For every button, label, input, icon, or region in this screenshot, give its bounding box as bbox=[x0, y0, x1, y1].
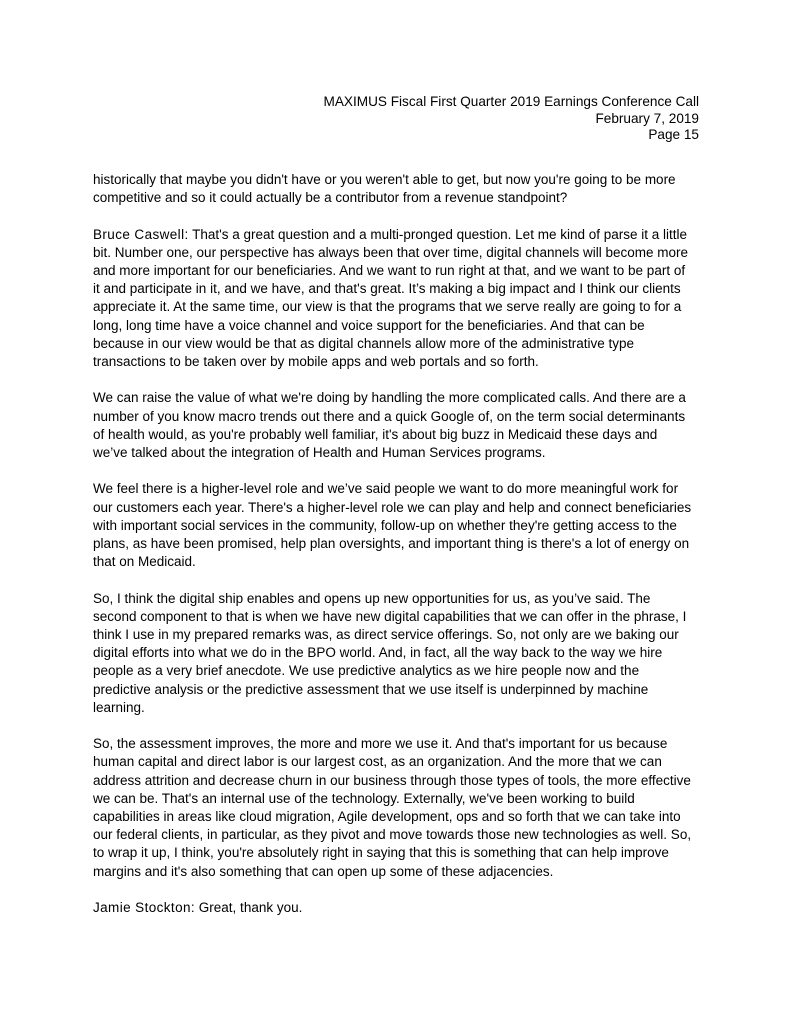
transcript-paragraph bbox=[93, 590, 705, 717]
transcript-line bbox=[93, 772, 705, 790]
speaker-name: Bruce Caswell: bbox=[93, 226, 189, 242]
line-text: plans, as have been promised, help plan oversights, and important thing is there's a lot of energy on bbox=[93, 536, 690, 552]
line-text: human capital and direct labor is our largest cost, as an organization. And the more that we can bbox=[93, 754, 662, 770]
transcript-line bbox=[93, 280, 705, 298]
line-text: number of you know macro trends out there and a quick Google of, on the term social determinants bbox=[93, 408, 686, 424]
line-text: bit. Number one, our perspective has always been that over time, digital channels will become more bbox=[93, 244, 689, 260]
line-text: We can raise the value of what we're doing by handling the more complicated calls. And there are a bbox=[93, 390, 686, 406]
line-text: that on Medicaid. bbox=[93, 554, 196, 570]
line-text: of health would, as you're probably well familiar, it's about big buzz in Medicaid these days and bbox=[93, 426, 658, 442]
transcript-paragraph bbox=[93, 389, 705, 462]
transcript-paragraph bbox=[93, 171, 705, 207]
document-date: February 7, 2019 bbox=[595, 110, 699, 126]
transcript-line bbox=[93, 681, 705, 699]
transcript-line bbox=[93, 262, 705, 280]
line-text: learning. bbox=[93, 699, 145, 715]
transcript-line bbox=[93, 189, 705, 207]
line-text: long, long time have a voice channel and voice support for the beneficiaries. And that can be bbox=[93, 317, 645, 333]
transcript-line bbox=[93, 171, 705, 189]
line-text: transactions to be taken over by mobile apps and web portals and so forth. bbox=[93, 354, 539, 370]
line-text: we can be. That's an internal use of the technology. Externally, we've been working to build bbox=[93, 790, 635, 806]
document-title: MAXIMUS Fiscal First Quarter 2019 Earnings Conference Call bbox=[323, 94, 699, 109]
line-text: capabilities in areas like cloud migration, Agile development, ops and so forth that we can take into bbox=[93, 809, 681, 825]
page-number: Page 15 bbox=[648, 127, 699, 142]
line-text: Great, thank you. bbox=[195, 900, 303, 916]
line-text: So, I think the digital ship enables and opens up new opportunities for us, as you’ve said. The bbox=[93, 590, 651, 606]
line-text: We feel there is a higher-level role and we’ve said people we want to do more meaningful work for bbox=[93, 481, 679, 497]
transcript-paragraph bbox=[93, 480, 705, 571]
transcript-line bbox=[93, 590, 705, 608]
speaker-name: Jamie Stockton: bbox=[93, 900, 196, 916]
transcript-line bbox=[93, 408, 705, 426]
line-text: our federal clients, in particular, as they pivot and move towards those new technologies as well. So, bbox=[93, 827, 692, 843]
page-header bbox=[324, 94, 699, 144]
line-text: think I use in my prepared remarks was, as direct service offerings. So, not only are we baking our bbox=[93, 627, 679, 643]
transcript-line bbox=[93, 553, 705, 571]
transcript-line bbox=[93, 444, 705, 462]
line-text: appreciate it. At the same time, our view is that the programs that we serve really are going to for a bbox=[93, 299, 682, 315]
transcript-line bbox=[93, 899, 705, 917]
transcript-line bbox=[93, 790, 705, 808]
transcript-line bbox=[93, 480, 705, 498]
transcript-line bbox=[93, 863, 705, 881]
transcript-line bbox=[93, 699, 705, 717]
line-text: address attrition and decrease churn in our business through those types of tools, the more effective bbox=[93, 772, 691, 788]
transcript-line bbox=[93, 735, 705, 753]
transcript-line bbox=[93, 662, 705, 680]
transcript-line bbox=[93, 844, 705, 862]
transcript-line bbox=[93, 808, 705, 826]
transcript-line bbox=[93, 753, 705, 771]
transcript-line bbox=[93, 517, 705, 535]
transcript-line bbox=[93, 244, 705, 262]
transcript-line bbox=[93, 353, 705, 371]
line-text: margins and it's also something that can open up some of these adjacencies. bbox=[93, 863, 554, 879]
line-text: That's a great question and a multi-pronged question. Let me kind of parse it a little bbox=[188, 226, 688, 242]
line-text: predictive analysis or the predictive assessment that we use itself is underpinned by machine bbox=[93, 681, 649, 697]
line-text: competitive and so it could actually be a contributor from a revenue standpoint? bbox=[93, 190, 568, 206]
line-text: because in our view would be that as digital channels allow more of the administrative type bbox=[93, 335, 635, 351]
transcript-line bbox=[93, 426, 705, 444]
transcript-line bbox=[93, 826, 705, 844]
line-text: and more important for our beneficiaries. And we want to run right at that, and we want to be part of bbox=[93, 263, 686, 278]
transcript-line bbox=[93, 298, 705, 316]
line-text: second component to that is when we have new digital capabilities that we can offer in the phrase, I bbox=[93, 608, 687, 624]
line-text: historically that maybe you didn't have or you weren't able to get, but now you're going to be more bbox=[93, 172, 676, 187]
transcript-line bbox=[93, 499, 705, 517]
transcript-line bbox=[93, 317, 705, 335]
transcript-line bbox=[93, 389, 705, 407]
transcript-body bbox=[93, 171, 705, 935]
line-text: it and participate in it, and we have, and that's great. It’s making a big impact and I think our clients bbox=[93, 281, 681, 297]
line-text: with important social services in the community, follow-up on whether they're getting access to the bbox=[93, 517, 677, 533]
transcript-line bbox=[93, 644, 705, 662]
line-text: we’ve talked about the integration of Health and Human Services programs. bbox=[93, 445, 546, 461]
line-text: our customers each year. There's a higher-level role we can play and help and connect beneficiaries bbox=[93, 499, 692, 515]
transcript-paragraph bbox=[93, 735, 705, 881]
line-text: So, the assessment improves, the more and more we use it. And that's important for us because bbox=[93, 736, 668, 752]
transcript-line bbox=[93, 608, 705, 626]
transcript-paragraph bbox=[93, 899, 705, 917]
transcript-line bbox=[93, 626, 705, 644]
transcript-line bbox=[93, 335, 705, 353]
line-text: to wrap it up, I think, you're absolutely right in saying that this is something that can help improve bbox=[93, 845, 669, 861]
transcript-paragraph bbox=[93, 226, 705, 372]
transcript-line bbox=[93, 226, 705, 244]
line-text: digital efforts into what we do in the BPO world. And, in fact, all the way back to the way we hire bbox=[93, 645, 663, 661]
transcript-line bbox=[93, 535, 705, 553]
line-text: people as a very brief anecdote. We use predictive analytics as we hire people now and the bbox=[93, 663, 640, 679]
